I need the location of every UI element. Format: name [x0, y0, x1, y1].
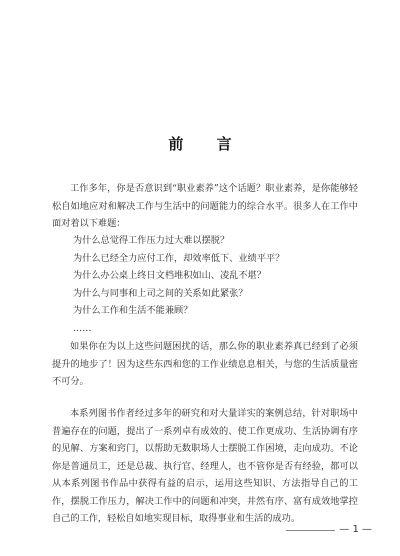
paragraph-intro: 工作多年，你是否意识到“职业素养”这个话题？职业素养，是你能够轻松自如地应对和解决工作与生活中的问题能力的综合水平。很多人在工作中面对着以下难题： — [52, 183, 358, 229]
question-item: 为什么工作和生活不能兼顾？ — [73, 305, 193, 316]
question-list — [73, 232, 284, 337]
question-item: 为什么总觉得工作压力过大难以摆脱？ — [73, 235, 230, 246]
question-item: 为什么已经全力应付工作，却效率低下、业绩平平？ — [73, 252, 285, 264]
page-title: 前 言 — [168, 135, 246, 153]
question-item: 为什么与同事和上司之间的关系如此紧张？ — [73, 287, 248, 299]
page-number: — 1 — — [335, 524, 376, 535]
paragraph-conclusion: 如果你在为以上这些问题困扰的话，那么你的职业素养真已经到了必须提升的地步了！因为这些东西和您的工作业绩息息相关，与您的生活质量密不可分。 — [52, 341, 358, 387]
paragraph-series-intro: 本系列图书作者经过多年的研究和对大量详实的案例总结，针对职场中普遍存在的问题，提出了一系列卓有成效的、使工作更成功、生活协调有序的见解、方案和窍门，以帮助无数职场人士摆脱工作困境，走向成功。不论你是普通员工，还是总裁、执行官、经理人，也不管你是否有经验，都可以从本系列图书作品中获得有益的启示，运用这些知识、方法指导自己的工作，摆脱工作压力，解决工作中的问题和冲突，井然有序、富有成效地掌控自己的工作，轻松自如地实现目标，取得事业和生活的成功。 — [52, 408, 358, 524]
question-item: 为什么办公桌上终日文档堆积如山、凌乱不堪？ — [73, 270, 266, 281]
ellipsis: …… — [73, 322, 92, 334]
page-footer — [295, 524, 376, 535]
